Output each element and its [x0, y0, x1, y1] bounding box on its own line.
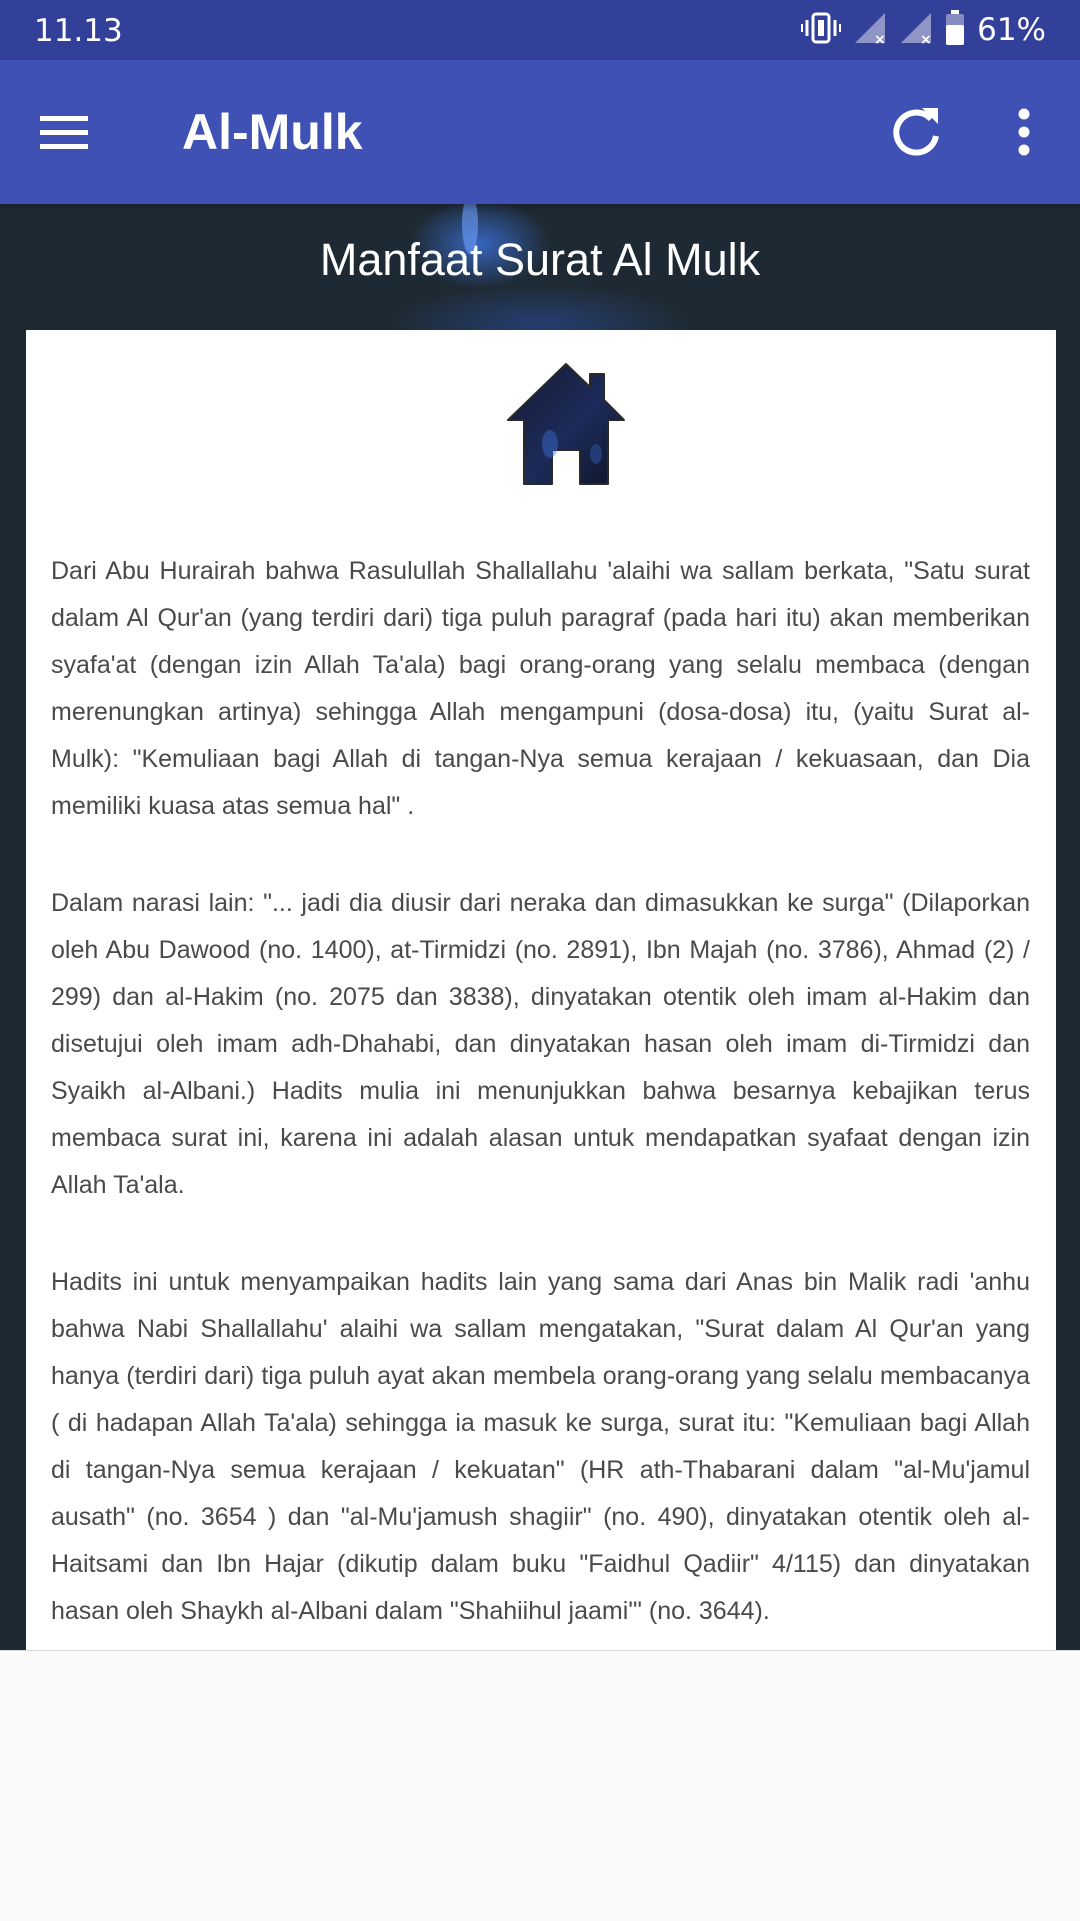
signal-x-icon — [853, 11, 887, 49]
article-text — [51, 548, 1030, 1650]
article-paragraph: Dalam narasi lain: "... jadi dia diusir dari neraka dan dimasukkan ke surga" (Dilaporkan oleh Abu Dawood (no. 1400), at-Tirmidzi (no. 2891), Ibn Majah (no. 3786), Ahmad (2) / 299) dan al-Hakim (no. 2075 dan 3838), dinyatakan otentik oleh imam al-Hakim dan disetujui oleh imam adh-Dhahabi, dan dinyatakan hasan oleh imam di-Tirmidzi dan Syaikh al-Albani.) Hadits mulia ini menunjukkan bahwa besarnya kebajikan terus membaca surat ini, karena ini adalah alasan untuk mendapatkan syafaat dengan izin Allah Ta'ala. — [51, 889, 1030, 1199]
status-icons — [801, 0, 1046, 60]
page-heading: Manfaat Surat Al Mulk — [319, 234, 761, 285]
more-vert-icon[interactable] — [1000, 100, 1048, 164]
battery-icon — [945, 10, 965, 50]
svg-text:×: × — [874, 32, 886, 45]
article-paragraph: Dari Abu Hurairah bahwa Rasulullah Shallallahu 'alaihi wa sallam berkata, "Satu surat dalam Al Qur'an (yang terdiri dari) tiga puluh paragraf (pada hari itu) akan memberikan syafa'at (dengan izin Allah Ta'ala) bagi orang-orang yang selalu membaca (dengan merenungkan artinya) sehingga Allah mengampuni (dosa-dosa) itu, (yaitu Surat al-Mulk): "Kemuliaan bagi Allah di tangan-Nya semua kerajaan / kekuasaan, dan Dia memiliki kuasa atas semua hal" . — [51, 557, 1030, 820]
article-paragraph: Hadits ini untuk menyampaikan hadits lain yang sama dari Anas bin Malik radi 'anhu bahwa Nabi Shallallahu' alaihi wa sallam mengatakan, "Surat dalam Al Qur'an yang hanya (terdiri dari) tiga puluh ayat akan membela orang-orang yang selalu membacanya ( di hadapan Allah Ta'ala) sehingga ia masuk ke surga, surat itu: "Kemuliaan bagi Allah di tangan-Nya semua kerajaan / kekuatan" (HR ath-Thabarani dalam "al-Mu'jamul ausath" (no. 3654 ) dan "al-Mu'jamush shagiir" (no. 490), dinyatakan otentik oleh al-Haitsami dan Ibn Hajar (dikutip dalam buku "Faidhul Qadiir" 4/115) dan dinyatakan hasan oleh Shaykh al-Albani dalam "Shahiihul jaami'" (no. 3644). — [51, 1268, 1030, 1625]
refresh-icon[interactable] — [884, 100, 948, 164]
bottom-empty-area — [0, 1650, 1080, 1921]
battery-percentage: 61% — [977, 12, 1046, 48]
menu-icon[interactable] — [34, 100, 98, 164]
signal-x-icon — [899, 11, 933, 49]
status-time: 11.13 — [34, 13, 123, 49]
content-background — [0, 204, 1080, 1650]
svg-text:×: × — [920, 32, 932, 45]
app-bar — [0, 60, 1080, 204]
status-bar — [0, 0, 1080, 60]
article-card — [26, 330, 1056, 1650]
home-icon — [500, 358, 632, 490]
vibrate-icon — [801, 10, 841, 50]
app-title: Al-Mulk — [182, 104, 363, 160]
